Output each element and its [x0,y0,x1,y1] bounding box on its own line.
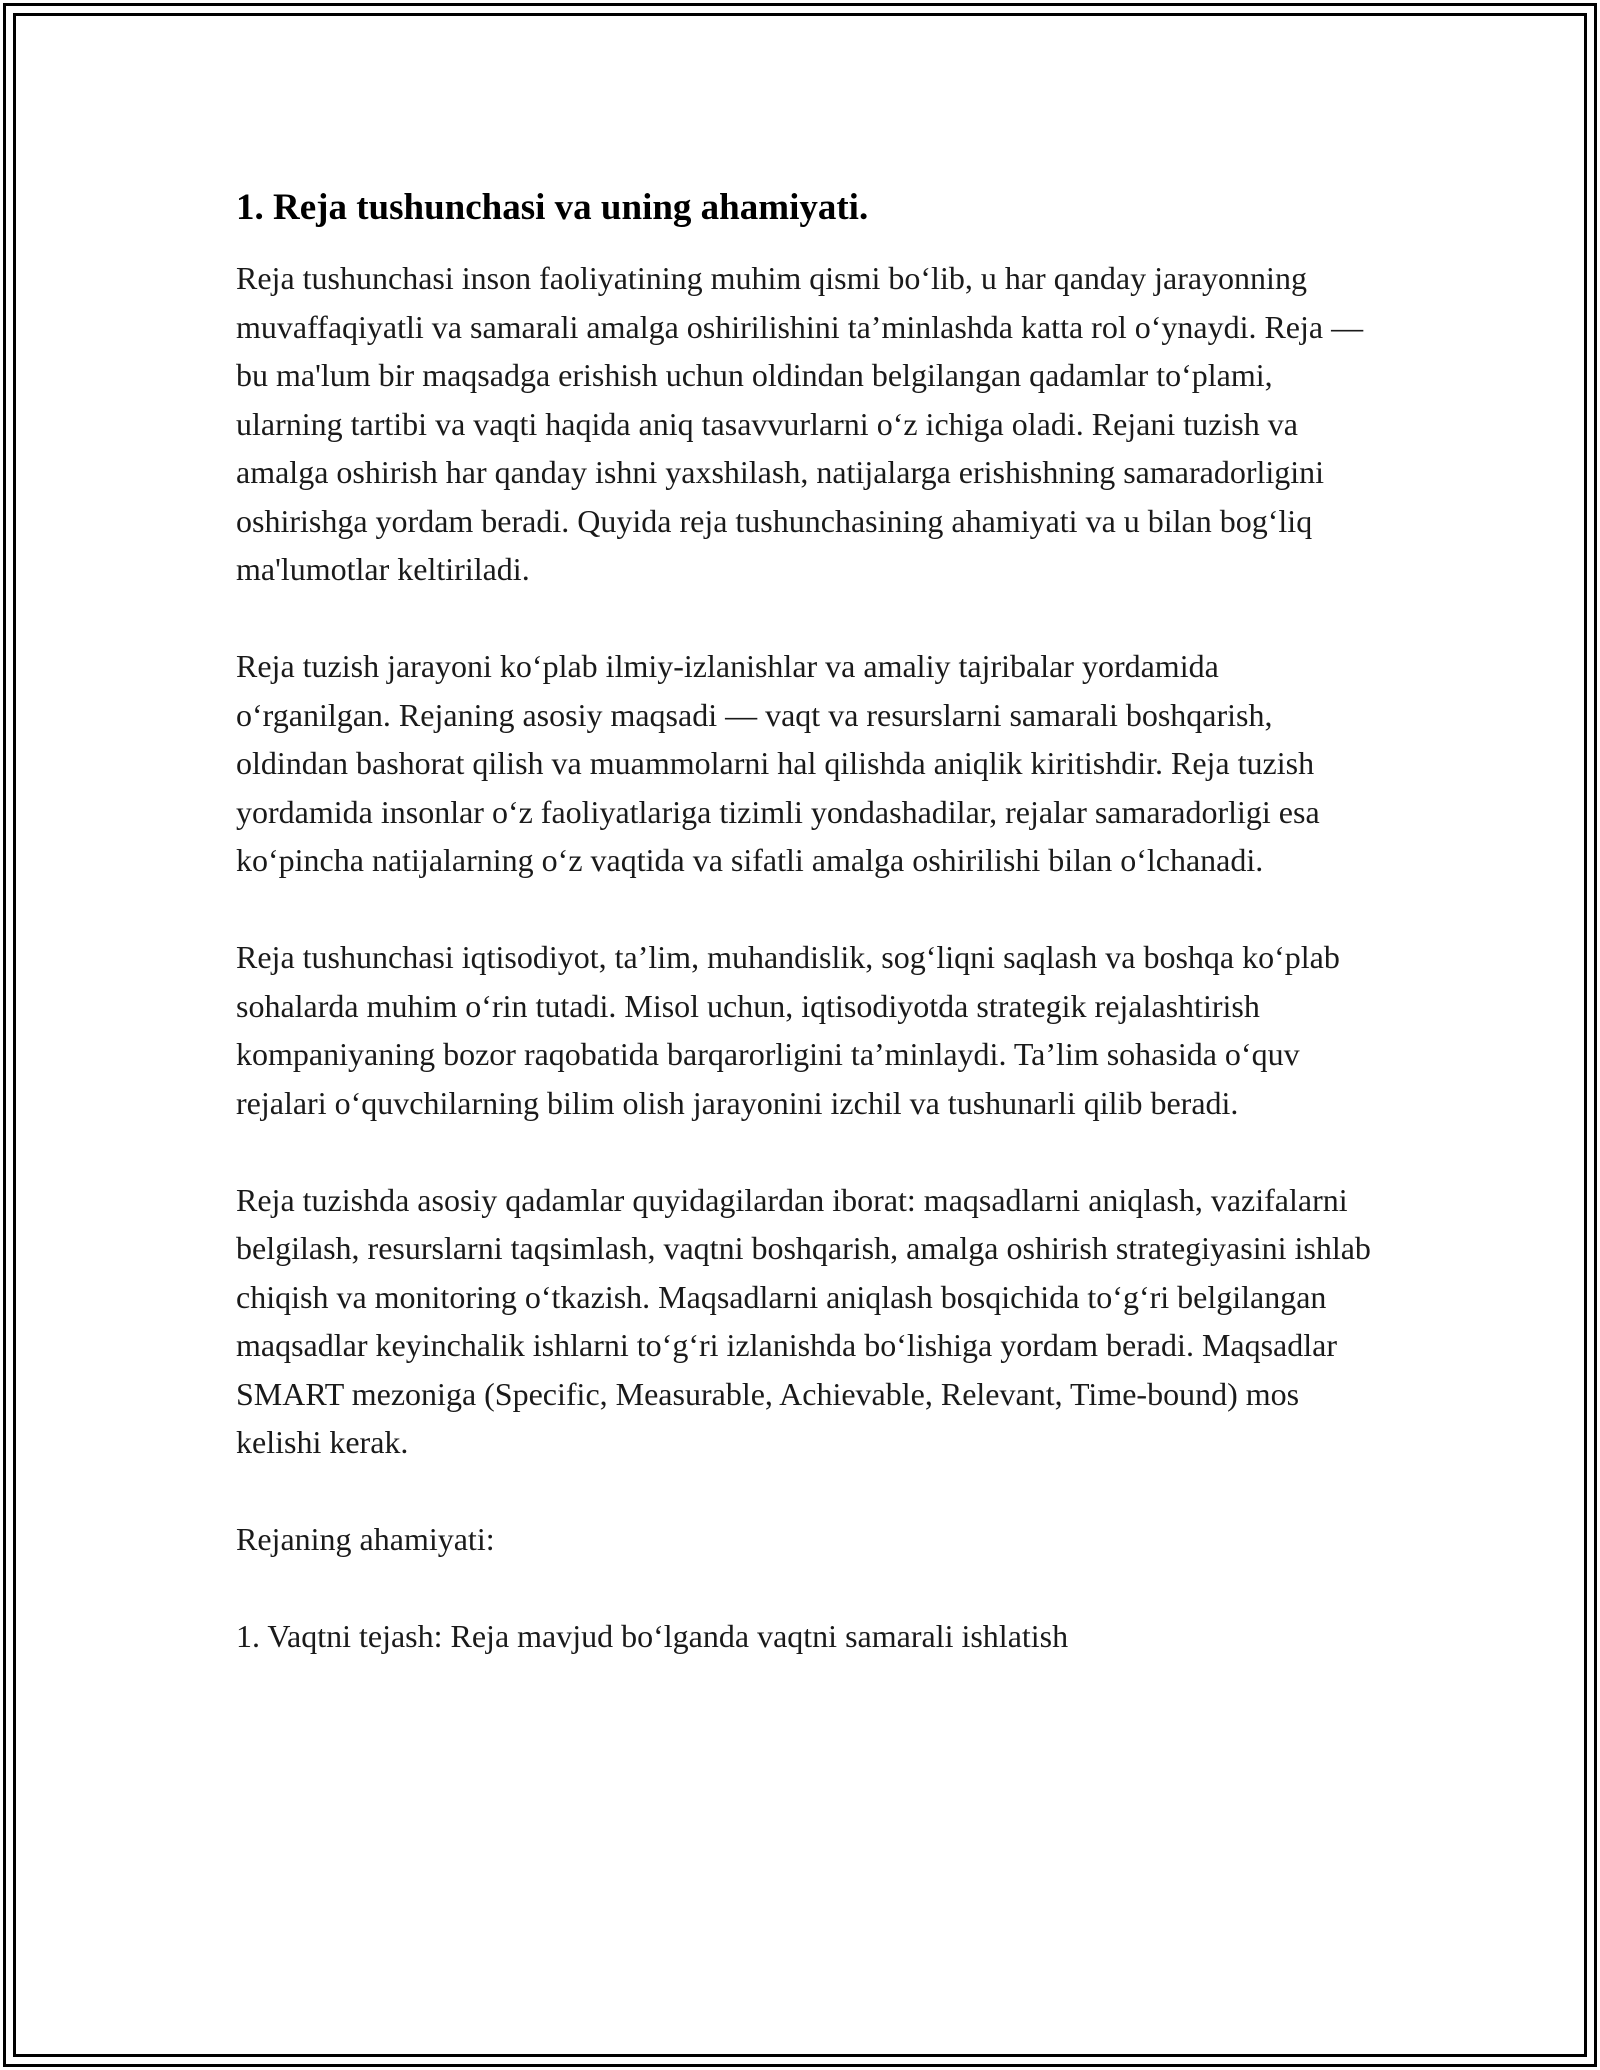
paragraph-steps: Reja tuzishda asosiy qadamlar quyidagilardan iborat: maqsadlarni aniqlash, vazifalarni belgilash, resurslarni taqsimlash, vaqtni boshqarish, amalga oshirish strategiyasini ishlab chiqish va monitoring oʻtkazish. Maqsadlarni aniqlash bosqichida toʻgʻri belgilangan maqsadlar keyinchalik ishlarni toʻgʻri izlanishda boʻlishiga yordam beradi. Maqsadlar SMART mezoniga (Specific, Measurable, Achievable, Relevant, Time-bound) mos kelishi kerak. [236,1181,1371,1460]
list-item-1: 1. Vaqtni tejash: Reja mavjud boʻlganda vaqtni samarali ishlatish [236,1618,1069,1654]
document-body [236,184,1376,1661]
paragraph-importance-label: Rejaning ahamiyati: [236,1521,495,1557]
section-heading: 1. Reja tushunchasi va uning ahamiyati. [236,187,869,228]
paragraph-intro: Reja tushunchasi inson faoliyatining muhim qismi boʻlib, u har qanday jarayonning muvaffaqiyatli va samarali amalga oshirilishini taʼminlashda katta rol oʻynaydi. Reja — bu ma'lum bir maqsadga erishish uchun oldindan belgilangan qadamlar toʻplami, ularning tartibi va vaqti haqida aniq tasavvurlarni oʻz ichiga oladi. Rejani tuzish va amalga oshirish har qanday ishni yaxshilash, natijalarga erishishning samaradorligini oshirishga yordam beradi. Quyida reja tushunchasining ahamiyati va u bilan bogʻliq ma'lumotlar keltiriladi. [236,260,1364,587]
paragraph-process: Reja tuzish jarayoni koʻplab ilmiy-izlanishlar va amaliy tajribalar yordamida oʻrganilgan. Rejaning asosiy maqsadi — vaqt va resurslarni samarali boshqarish, oldindan bashorat qilish va muammolarni hal qilishda aniqlik kiritishdir. Reja tuzish yordamida insonlar oʻz faoliyatlariga tizimli yondashadilar, rejalar samaradorligi esa koʻpincha natijalarning oʻz vaqtida va sifatli amalga oshirilishi bilan oʻlchanadi. [236,648,1320,878]
paragraph-fields: Reja tushunchasi iqtisodiyot, taʼlim, muhandislik, sogʻliqni saqlash va boshqa koʻplab sohalarda muhim oʻrin tutadi. Misol uchun, iqtisodiyotda strategik rejalashtirish kompaniyaning bozor raqobatida barqarorligini taʼminlaydi. Taʼlim sohasida oʻquv rejalari oʻquvchilarning bilim olish jarayonini izchil va tushunarli qilib beradi. [236,939,1340,1121]
